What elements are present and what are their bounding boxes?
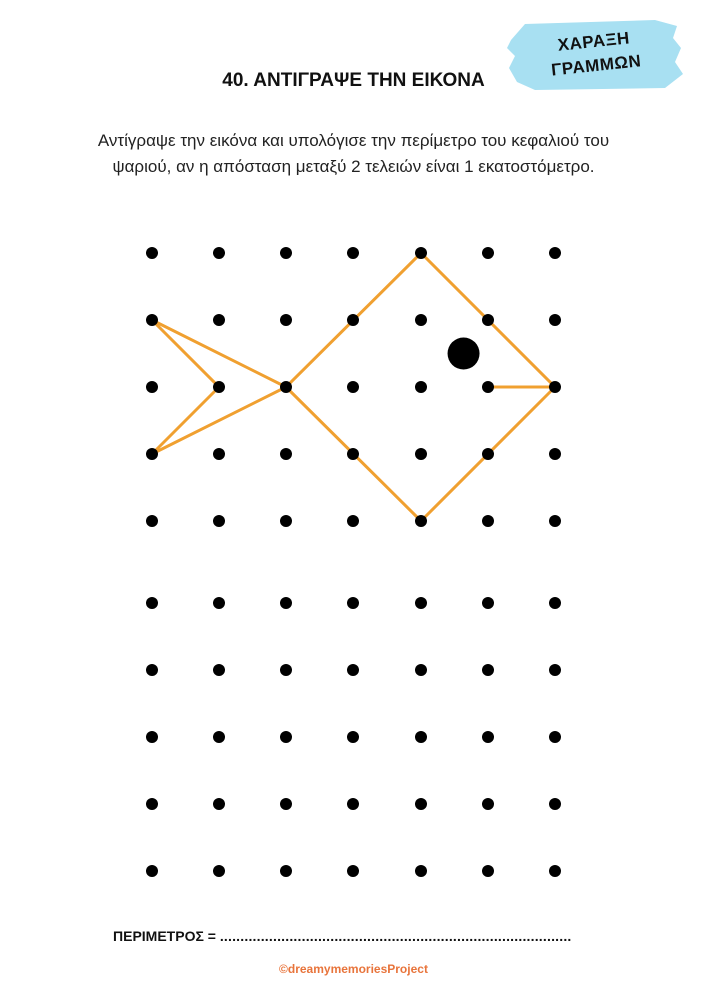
bottom-grid-dot-r4-c1[interactable] bbox=[213, 865, 225, 877]
bottom-grid-dot-r0-c3[interactable] bbox=[347, 597, 359, 609]
bottom-grid-dot-r1-c1[interactable] bbox=[213, 664, 225, 676]
bottom-grid-dot-r3-c5[interactable] bbox=[482, 798, 494, 810]
bottom-grid-dot-r0-c5[interactable] bbox=[482, 597, 494, 609]
bottom-grid-dot-r0-c4[interactable] bbox=[415, 597, 427, 609]
top-grid-dot-r4-c6 bbox=[549, 515, 561, 527]
top-grid-dot-r2-c0 bbox=[146, 381, 158, 393]
bottom-dot-grid[interactable] bbox=[146, 597, 561, 877]
bottom-grid-dot-r2-c5[interactable] bbox=[482, 731, 494, 743]
top-grid-dot-r0-c2 bbox=[280, 247, 292, 259]
bottom-grid-dot-r2-c6[interactable] bbox=[549, 731, 561, 743]
top-grid-dot-r2-c5 bbox=[482, 381, 494, 393]
top-grid-dot-r1-c4 bbox=[415, 314, 427, 326]
perimeter-label: ΠΕΡΙΜΕΤΡΟΣ = bbox=[113, 928, 220, 944]
top-grid-dot-r4-c4 bbox=[415, 515, 427, 527]
bottom-grid-dot-r4-c5[interactable] bbox=[482, 865, 494, 877]
top-grid-dot-r1-c0 bbox=[146, 314, 158, 326]
top-grid-dot-r4-c1 bbox=[213, 515, 225, 527]
bottom-grid-dot-r1-c4[interactable] bbox=[415, 664, 427, 676]
bottom-grid-dot-r1-c6[interactable] bbox=[549, 664, 561, 676]
perimeter-answer-line[interactable] bbox=[113, 928, 572, 944]
fish-eye bbox=[448, 338, 480, 370]
bottom-grid-dot-r2-c1[interactable] bbox=[213, 731, 225, 743]
fish-line-2 bbox=[152, 320, 219, 387]
fish-line-3 bbox=[152, 387, 219, 454]
top-grid-dot-r3-c3 bbox=[347, 448, 359, 460]
top-grid-dot-r3-c0 bbox=[146, 448, 158, 460]
bottom-grid-dot-r3-c0[interactable] bbox=[146, 798, 158, 810]
top-grid-dot-r2-c2 bbox=[280, 381, 292, 393]
fish-line-6 bbox=[421, 387, 555, 521]
top-grid-dot-r2-c6 bbox=[549, 381, 561, 393]
fish-line-5 bbox=[421, 253, 555, 387]
top-grid-dot-r0-c4 bbox=[415, 247, 427, 259]
top-grid-dot-r4-c3 bbox=[347, 515, 359, 527]
fish-line-7 bbox=[286, 387, 421, 521]
bottom-grid-dot-r3-c1[interactable] bbox=[213, 798, 225, 810]
bottom-grid-dot-r3-c3[interactable] bbox=[347, 798, 359, 810]
fish-drawing bbox=[152, 253, 555, 521]
fish-line-4 bbox=[286, 253, 421, 387]
top-grid-dot-r0-c6 bbox=[549, 247, 561, 259]
top-grid-dot-r0-c0 bbox=[146, 247, 158, 259]
top-grid-dot-r0-c5 bbox=[482, 247, 494, 259]
bottom-grid-dot-r2-c2[interactable] bbox=[280, 731, 292, 743]
bottom-grid-dot-r0-c6[interactable] bbox=[549, 597, 561, 609]
bottom-grid-dot-r4-c2[interactable] bbox=[280, 865, 292, 877]
copyright-footer: ©dreamymemoriesProject bbox=[279, 962, 428, 976]
top-grid-dot-r4-c0 bbox=[146, 515, 158, 527]
bottom-grid-dot-r3-c6[interactable] bbox=[549, 798, 561, 810]
page-title: 40. ΑΝΤΙΓΡΑΨΕ ΤΗΝ ΕΙΚΟΝΑ bbox=[222, 70, 485, 91]
fish-line-0 bbox=[152, 320, 286, 387]
perimeter-blank[interactable]: ...................................................................................... bbox=[219, 928, 572, 944]
bottom-grid-dot-r1-c3[interactable] bbox=[347, 664, 359, 676]
top-grid-dot-r1-c2 bbox=[280, 314, 292, 326]
bottom-grid-dot-r2-c3[interactable] bbox=[347, 731, 359, 743]
top-grid-dot-r1-c3 bbox=[347, 314, 359, 326]
top-grid-dot-r1-c6 bbox=[549, 314, 561, 326]
bottom-grid-dot-r4-c3[interactable] bbox=[347, 865, 359, 877]
top-grid-dot-r2-c1 bbox=[213, 381, 225, 393]
bottom-grid-dot-r1-c5[interactable] bbox=[482, 664, 494, 676]
bottom-grid-dot-r0-c1[interactable] bbox=[213, 597, 225, 609]
bottom-grid-dot-r3-c4[interactable] bbox=[415, 798, 427, 810]
top-grid-dot-r2-c4 bbox=[415, 381, 427, 393]
badge-line-2: ΓΡΑΜΜΩΝ bbox=[550, 51, 643, 80]
bottom-grid-dot-r1-c2[interactable] bbox=[280, 664, 292, 676]
top-grid-dot-r4-c2 bbox=[280, 515, 292, 527]
top-grid-dot-r3-c1 bbox=[213, 448, 225, 460]
top-grid-dot-r0-c3 bbox=[347, 247, 359, 259]
bottom-grid-dot-r3-c2[interactable] bbox=[280, 798, 292, 810]
bottom-grid-dot-r0-c2[interactable] bbox=[280, 597, 292, 609]
top-grid-dot-r3-c5 bbox=[482, 448, 494, 460]
bottom-grid-dot-r4-c6[interactable] bbox=[549, 865, 561, 877]
bottom-grid-dot-r4-c4[interactable] bbox=[415, 865, 427, 877]
top-grid-dot-r4-c5 bbox=[482, 515, 494, 527]
bottom-grid-dot-r1-c0[interactable] bbox=[146, 664, 158, 676]
top-grid-dot-r1-c5 bbox=[482, 314, 494, 326]
badge-line-1: ΧΑΡΑΞΗ bbox=[556, 28, 631, 55]
top-grid-dot-r3-c4 bbox=[415, 448, 427, 460]
bottom-grid-dot-r2-c0[interactable] bbox=[146, 731, 158, 743]
top-grid-dot-r3-c6 bbox=[549, 448, 561, 460]
bottom-grid-dot-r2-c4[interactable] bbox=[415, 731, 427, 743]
top-grid-dot-r3-c2 bbox=[280, 448, 292, 460]
top-dot-grid bbox=[146, 247, 561, 527]
top-grid-dot-r0-c1 bbox=[213, 247, 225, 259]
bottom-grid-dot-r0-c0[interactable] bbox=[146, 597, 158, 609]
top-grid-dot-r2-c3 bbox=[347, 381, 359, 393]
bottom-grid-dot-r4-c0[interactable] bbox=[146, 865, 158, 877]
instructions-text: Αντίγραψε την εικόνα και υπολόγισε την περίμετρο του κεφαλιού του ψαριού, αν η απόσταση μεταξύ 2 τελειών είναι 1 εκατοστόμετρο. bbox=[97, 131, 610, 176]
top-grid-dot-r1-c1 bbox=[213, 314, 225, 326]
fish-line-1 bbox=[152, 387, 286, 454]
